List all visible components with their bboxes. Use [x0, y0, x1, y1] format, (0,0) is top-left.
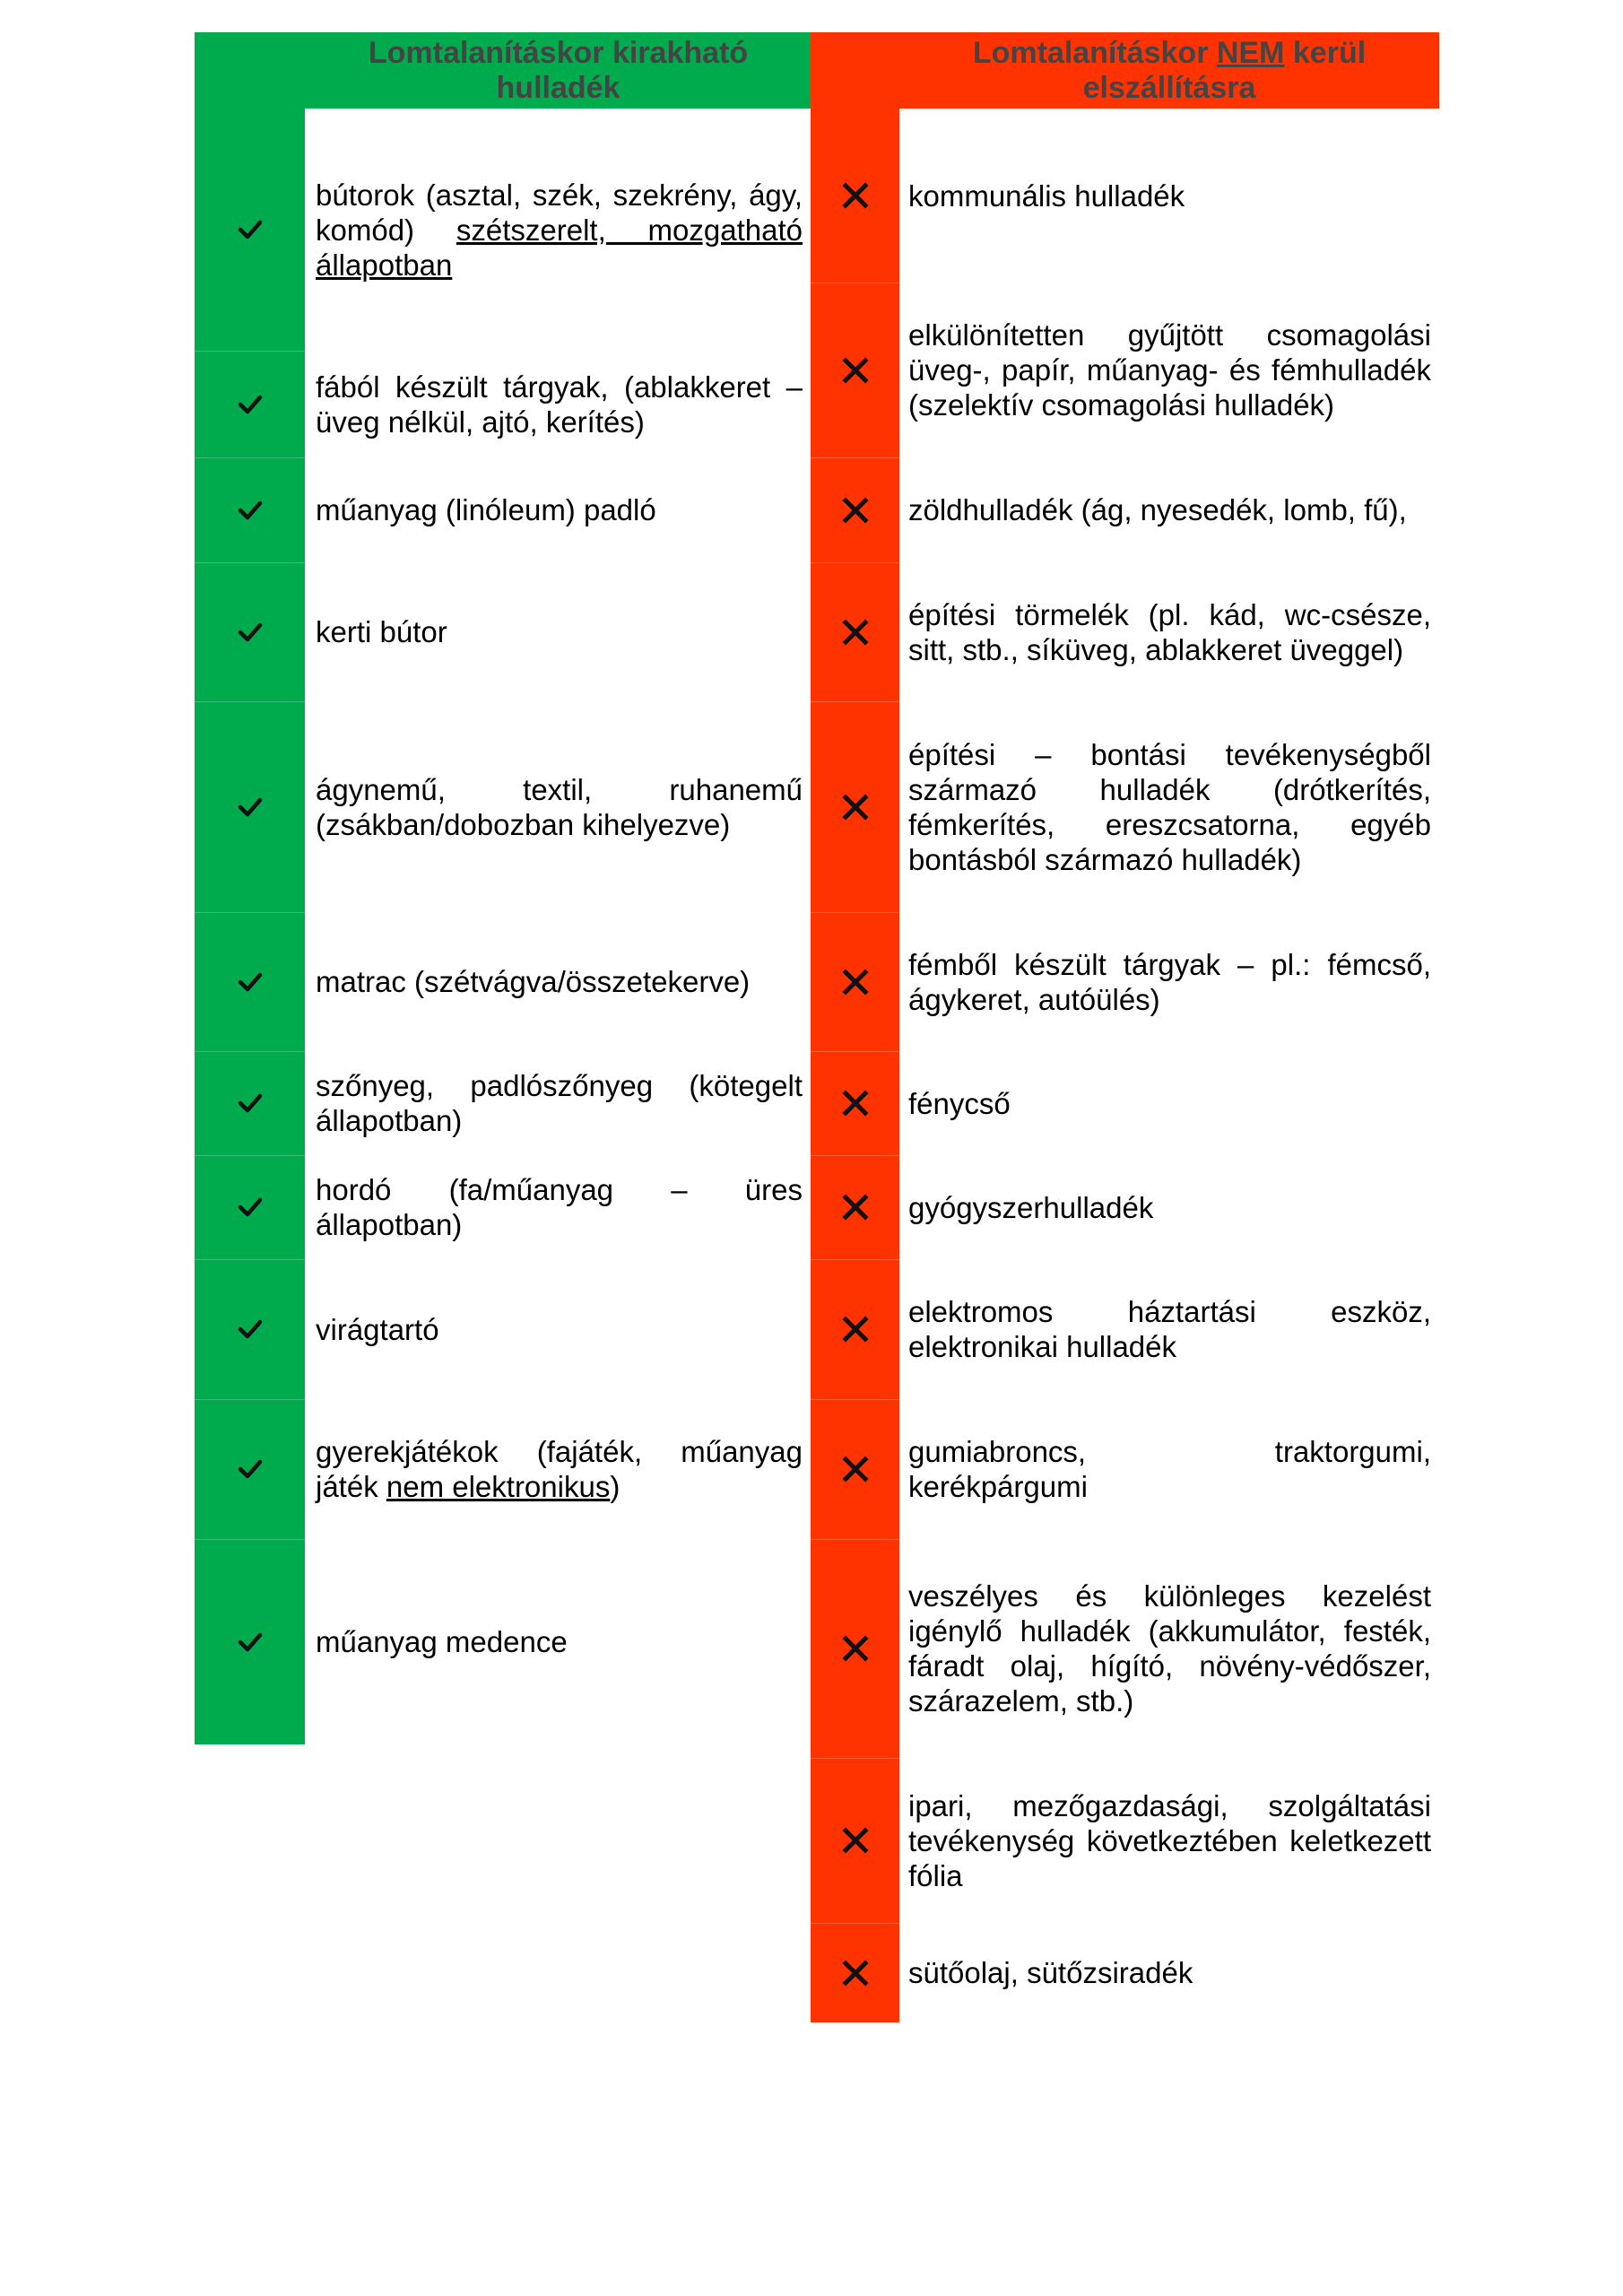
item-text: gyerekjátékok (fajáték, műanyag játék nem elektronikus) — [316, 1435, 803, 1503]
item-text: fénycső — [908, 1086, 1011, 1120]
check-icon — [195, 1539, 305, 1744]
row-divider — [195, 1259, 305, 1260]
row-divider — [811, 1051, 899, 1052]
row-divider — [195, 1155, 305, 1156]
not-allowed-item — [908, 1259, 1431, 1399]
not-allowed-item — [908, 1399, 1431, 1539]
allowed-header — [305, 32, 812, 109]
item-text: matrac (szétvágva/összetekerve) — [316, 965, 751, 998]
not-emphasis: NEM — [1216, 35, 1285, 70]
allowed-item — [316, 1155, 803, 1259]
item-text: sütőolaj, sütőzsiradék — [908, 1956, 1193, 1989]
row-divider — [811, 1539, 899, 1540]
item-text: fémből készült tárgyak – pl.: fémcső, ágykeret, autóülés) — [908, 947, 1431, 1016]
cross-icon — [811, 1399, 899, 1539]
cross-icon — [811, 912, 899, 1051]
item-text: ágynemű, textil, ruhanemű (zsákban/dobozban kihelyezve) — [316, 772, 803, 841]
allowed-item — [316, 1399, 803, 1539]
check-icon — [195, 1259, 305, 1399]
item-text: ipari, mezőgazdasági, szolgáltatási tevékenység következtében keletkezett fólia — [908, 1788, 1431, 1892]
cross-icon — [811, 562, 899, 701]
cross-icon — [811, 109, 899, 283]
not-allowed-header-text: Lomtalanításkor NEM kerül elszállításra — [972, 35, 1367, 105]
not-allowed-item — [908, 1051, 1431, 1155]
row-divider — [811, 1758, 899, 1759]
row-divider — [811, 1399, 899, 1400]
item-text: építési törmelék (pl. kád, wc-csésze, sitt, stb., síküveg, ablakkeret üveggel) — [908, 597, 1431, 666]
item-text: zöldhulladék (ág, nyesedék, lomb, fű), — [908, 493, 1407, 526]
row-divider — [195, 457, 305, 458]
row-divider — [195, 562, 305, 563]
allowed-item — [316, 1259, 803, 1399]
item-text: építési – bontási tevékenységből származó hulladék (drótkerítés, fémkerítés, ereszcsatorna, egyéb bontásból származó hulladék) — [908, 737, 1431, 876]
not-allowed-item — [908, 1539, 1431, 1758]
allowed-header-text: Lomtalanításkor kirakható hulladék — [368, 35, 749, 105]
allowed-item — [316, 457, 803, 562]
check-icon — [195, 109, 305, 351]
item-text: műanyag medence — [316, 1625, 568, 1658]
check-icon — [195, 1399, 305, 1539]
allowed-item — [316, 701, 803, 912]
allowed-item — [316, 351, 803, 457]
cross-icon — [811, 1758, 899, 1923]
row-divider — [811, 701, 899, 702]
item-text: elkülönítetten gyűjtött csomagolási üveg-, papír, műanyag- és fémhulladék (szelektív csomagolási hulladék) — [908, 318, 1431, 422]
row-divider — [811, 457, 899, 458]
not-allowed-item — [908, 457, 1431, 562]
row-divider — [195, 1051, 305, 1052]
item-text: fából készült tárgyak, (ablakkeret – üveg nélkül, ajtó, kerítés) — [316, 370, 803, 439]
check-icon — [195, 457, 305, 562]
not-allowed-item — [908, 562, 1431, 701]
item-text: veszélyes és különleges kezelést igénylő hulladék (akkumulátor, festék, fáradt olaj, hígító, növény-védőszer, szárazelem, stb.) — [908, 1579, 1431, 1718]
cross-icon — [811, 1923, 899, 2022]
not-allowed-item — [908, 912, 1431, 1051]
row-divider — [811, 1155, 899, 1156]
underlined-text: szétszerelt, mozgatható állapotban — [316, 213, 803, 282]
row-divider — [195, 351, 305, 352]
item-text: gumiabroncs, traktorgumi, kerékpárgumi — [908, 1435, 1431, 1503]
item-text: műanyag (linóleum) padló — [316, 493, 656, 526]
cross-icon — [811, 701, 899, 912]
cross-icon — [811, 1539, 899, 1758]
not-allowed-item — [908, 701, 1431, 912]
cross-icon — [811, 457, 899, 562]
not-allowed-item — [908, 1923, 1431, 2022]
item-text: kerti bútor — [316, 615, 447, 648]
cross-icon — [811, 283, 899, 457]
not-allowed-item — [908, 1758, 1431, 1923]
row-divider — [811, 1923, 899, 1924]
item-text: hordó (fa/műanyag – üres állapotban) — [316, 1173, 803, 1241]
allowed-item — [316, 912, 803, 1051]
allowed-item — [316, 109, 803, 351]
check-icon — [195, 351, 305, 457]
not-allowed-item — [908, 283, 1431, 457]
cross-icon — [811, 1155, 899, 1259]
row-divider — [811, 1259, 899, 1260]
row-divider — [195, 701, 305, 702]
item-text: szőnyeg, padlószőnyeg (kötegelt állapotban) — [316, 1069, 803, 1137]
check-icon — [195, 1051, 305, 1155]
cross-icon — [811, 1051, 899, 1155]
row-divider — [811, 562, 899, 563]
row-divider — [195, 912, 305, 913]
allowed-item — [316, 1539, 803, 1744]
item-text: kommunális hulladék — [908, 178, 1185, 213]
check-icon — [195, 701, 305, 912]
row-divider — [811, 912, 899, 913]
allowed-item — [316, 1051, 803, 1155]
row-divider — [195, 1399, 305, 1400]
cross-icon — [811, 1259, 899, 1399]
item-text: virágtartó — [316, 1312, 439, 1346]
check-icon — [195, 562, 305, 701]
item-text: elektromos háztartási eszköz, elektronikai hulladék — [908, 1295, 1431, 1363]
underlined-text: nem elektronikus — [386, 1470, 611, 1503]
check-icon — [195, 1155, 305, 1259]
item-text: gyógyszerhulladék — [908, 1190, 1154, 1224]
not-allowed-item — [908, 109, 1431, 283]
row-divider — [195, 1539, 305, 1540]
not-allowed-header — [899, 32, 1439, 109]
allowed-item — [316, 562, 803, 701]
check-icon — [195, 912, 305, 1051]
not-allowed-item — [908, 1155, 1431, 1259]
item-text: bútorok (asztal, szék, szekrény, ágy, komód) szétszerelt, mozgatható állapotban — [316, 178, 803, 282]
